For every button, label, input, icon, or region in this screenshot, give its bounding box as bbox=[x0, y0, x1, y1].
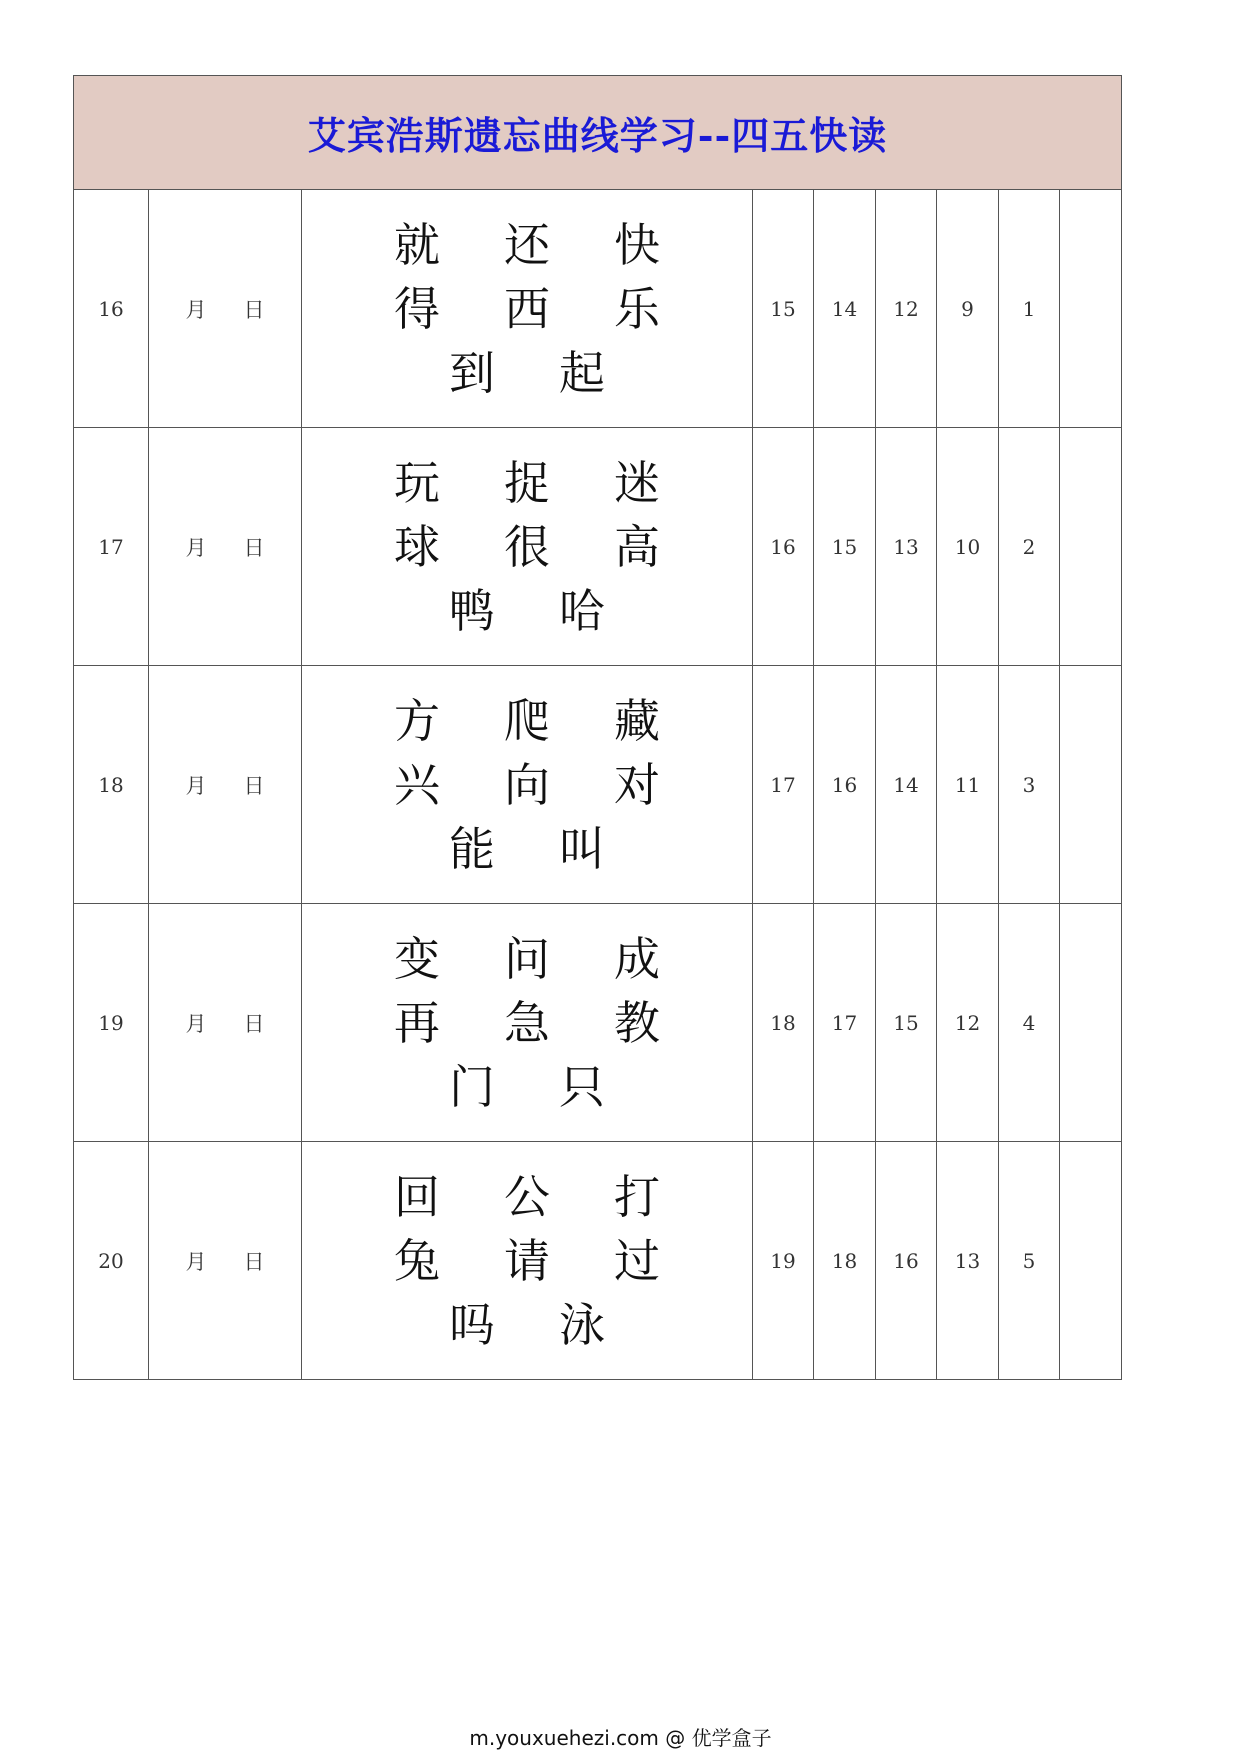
character: 兴 bbox=[394, 757, 440, 812]
character: 方 bbox=[394, 693, 440, 748]
review-day-cell bbox=[1060, 190, 1122, 428]
character: 鸭 bbox=[449, 583, 495, 638]
review-day-cell: 18 bbox=[814, 1142, 876, 1380]
day-number: 16 bbox=[74, 190, 149, 428]
character: 起 bbox=[559, 345, 605, 400]
character: 兔 bbox=[394, 1233, 440, 1288]
review-day-cell: 4 bbox=[999, 904, 1060, 1142]
character: 快 bbox=[614, 217, 660, 272]
character: 哈 bbox=[559, 583, 605, 638]
character: 变 bbox=[394, 931, 440, 986]
character: 藏 bbox=[614, 693, 660, 748]
table-row bbox=[74, 1142, 1122, 1380]
date-cell bbox=[149, 666, 302, 904]
review-day-cell: 16 bbox=[814, 666, 876, 904]
date-cell bbox=[149, 904, 302, 1142]
review-day-cell: 12 bbox=[937, 904, 999, 1142]
character-line bbox=[302, 927, 752, 991]
footer-watermark: m.youxuehezi.com @ 优学盒子 bbox=[469, 1726, 772, 1750]
character-line bbox=[302, 1293, 752, 1357]
table-row bbox=[74, 904, 1122, 1142]
table-row bbox=[74, 190, 1122, 428]
character-line bbox=[302, 341, 752, 405]
character: 过 bbox=[614, 1233, 660, 1288]
table-row bbox=[74, 428, 1122, 666]
character: 问 bbox=[504, 931, 550, 986]
characters-cell bbox=[302, 190, 753, 428]
character: 高 bbox=[614, 519, 660, 574]
characters-cell bbox=[302, 666, 753, 904]
page-title: 艾宾浩斯遗忘曲线学习--四五快读 bbox=[74, 76, 1122, 190]
character: 迷 bbox=[614, 455, 660, 510]
day-number: 17 bbox=[74, 428, 149, 666]
month-label: 月 bbox=[185, 297, 207, 322]
character-line bbox=[302, 1055, 752, 1119]
review-day-cell: 14 bbox=[814, 190, 876, 428]
character: 捉 bbox=[504, 455, 550, 510]
character-line bbox=[302, 1229, 752, 1293]
day-label: 日 bbox=[243, 297, 265, 322]
review-day-cell: 1 bbox=[999, 190, 1060, 428]
review-day-cell: 17 bbox=[814, 904, 876, 1142]
character-line bbox=[302, 277, 752, 341]
character: 西 bbox=[504, 281, 550, 336]
review-day-cell: 16 bbox=[753, 428, 814, 666]
character: 球 bbox=[394, 519, 440, 574]
character: 玩 bbox=[394, 455, 440, 510]
character-line bbox=[302, 515, 752, 579]
day-number: 19 bbox=[74, 904, 149, 1142]
title-row bbox=[74, 76, 1122, 190]
character: 向 bbox=[504, 757, 550, 812]
table-row bbox=[74, 666, 1122, 904]
review-day-cell bbox=[1060, 904, 1122, 1142]
date-cell bbox=[149, 428, 302, 666]
review-day-cell: 13 bbox=[876, 428, 937, 666]
review-day-cell: 15 bbox=[876, 904, 937, 1142]
review-day-cell: 9 bbox=[937, 190, 999, 428]
review-day-cell: 18 bbox=[753, 904, 814, 1142]
character: 得 bbox=[394, 281, 440, 336]
character: 急 bbox=[504, 995, 550, 1050]
review-day-cell: 2 bbox=[999, 428, 1060, 666]
character-line bbox=[302, 689, 752, 753]
character: 打 bbox=[614, 1169, 660, 1224]
character: 只 bbox=[559, 1059, 605, 1114]
date-cell bbox=[149, 1142, 302, 1380]
character: 就 bbox=[394, 217, 440, 272]
review-day-cell: 10 bbox=[937, 428, 999, 666]
character: 叫 bbox=[559, 821, 605, 876]
character: 再 bbox=[394, 995, 440, 1050]
character-line bbox=[302, 213, 752, 277]
character-line bbox=[302, 1165, 752, 1229]
day-number: 18 bbox=[74, 666, 149, 904]
character: 请 bbox=[504, 1233, 550, 1288]
ebbinghaus-review-table bbox=[73, 75, 1122, 1380]
character-line bbox=[302, 753, 752, 817]
character: 回 bbox=[394, 1169, 440, 1224]
review-day-cell: 5 bbox=[999, 1142, 1060, 1380]
review-day-cell bbox=[1060, 428, 1122, 666]
review-day-cell: 16 bbox=[876, 1142, 937, 1380]
character: 泳 bbox=[559, 1297, 605, 1352]
character-line bbox=[302, 817, 752, 881]
character-line bbox=[302, 451, 752, 515]
character: 成 bbox=[614, 931, 660, 986]
character: 对 bbox=[614, 757, 660, 812]
day-label: 日 bbox=[243, 1011, 265, 1036]
review-day-cell: 15 bbox=[814, 428, 876, 666]
characters-cell bbox=[302, 1142, 753, 1380]
review-day-cell bbox=[1060, 1142, 1122, 1380]
character: 很 bbox=[504, 519, 550, 574]
day-label: 日 bbox=[243, 1249, 265, 1274]
character: 乐 bbox=[614, 281, 660, 336]
review-day-cell: 13 bbox=[937, 1142, 999, 1380]
character-line bbox=[302, 579, 752, 643]
review-day-cell: 3 bbox=[999, 666, 1060, 904]
day-label: 日 bbox=[243, 535, 265, 560]
review-day-cell: 12 bbox=[876, 190, 937, 428]
month-label: 月 bbox=[185, 773, 207, 798]
characters-cell bbox=[302, 904, 753, 1142]
character: 公 bbox=[504, 1169, 550, 1224]
day-number: 20 bbox=[74, 1142, 149, 1380]
character: 爬 bbox=[504, 693, 550, 748]
review-day-cell: 11 bbox=[937, 666, 999, 904]
character: 吗 bbox=[449, 1297, 495, 1352]
character: 门 bbox=[449, 1059, 495, 1114]
character-line bbox=[302, 991, 752, 1055]
day-label: 日 bbox=[243, 773, 265, 798]
review-day-cell: 17 bbox=[753, 666, 814, 904]
month-label: 月 bbox=[185, 1249, 207, 1274]
month-label: 月 bbox=[185, 1011, 207, 1036]
month-label: 月 bbox=[185, 535, 207, 560]
review-day-cell: 15 bbox=[753, 190, 814, 428]
character: 到 bbox=[449, 345, 495, 400]
character: 教 bbox=[614, 995, 660, 1050]
review-day-cell: 14 bbox=[876, 666, 937, 904]
characters-cell bbox=[302, 428, 753, 666]
character: 还 bbox=[504, 217, 550, 272]
review-day-cell: 19 bbox=[753, 1142, 814, 1380]
character: 能 bbox=[449, 821, 495, 876]
review-day-cell bbox=[1060, 666, 1122, 904]
date-cell bbox=[149, 190, 302, 428]
